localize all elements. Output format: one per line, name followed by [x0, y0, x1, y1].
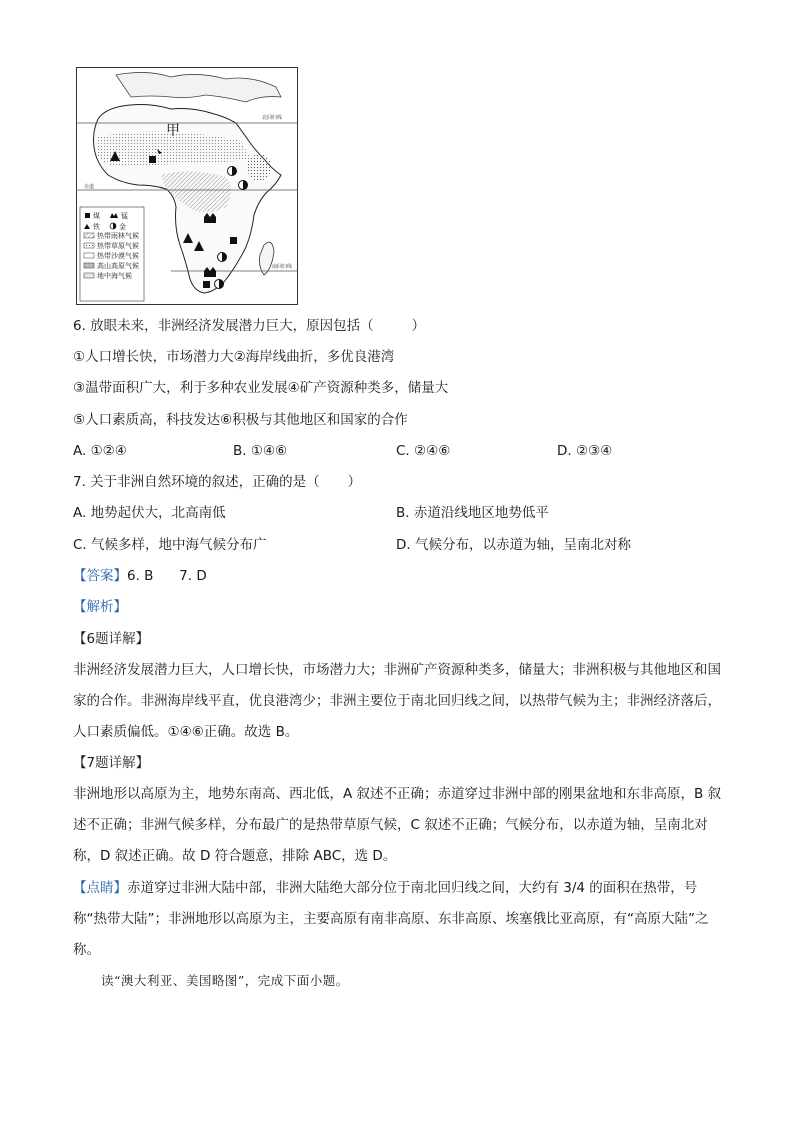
q6-option-c[interactable]: C. ②④⑥ [396, 443, 451, 459]
q6-statement-3: ⑤人口素质高，科技发达⑥积极与其他地区和国家的合作 [73, 412, 408, 428]
svg-text:热带沙漠气候: 热带沙漠气候 [97, 252, 139, 260]
south-tropic-label: 南回归线 [272, 264, 293, 270]
reading-instruction: 读“澳大利亚、美国略图”，完成下面小题。 [101, 973, 349, 988]
coal-symbol [149, 156, 156, 163]
region-jia-label: 甲 [166, 123, 180, 139]
detail-7-body: 非洲地形以高原为主，地势东南高、西北低，A 叙述不正确；赤道穿过非洲中部的刚果盆地和东非高原，B 叙述不正确；非洲气候多样，分布最广的是热带草原气候，C 叙述不正确；气候分布，以赤道为轴，呈南北对称，D 叙述正确。故 D 符合题意，排除 ABC，选 D。 [73, 786, 722, 864]
tip-paragraph [73, 873, 723, 966]
svg-text:热带草原气候: 热带草原气候 [97, 242, 139, 250]
svg-text:金: 金 [119, 223, 126, 231]
q7-option-c[interactable]: C. 气候多样，地中海气候分布广 [73, 537, 267, 553]
analysis-tag: 【解析】 [73, 599, 127, 615]
svg-text:热带雨林气候: 热带雨林气候 [97, 232, 139, 240]
answer-line [73, 566, 207, 586]
answer-tag: 【答案】 [73, 568, 127, 584]
svg-text:铁: 铁 [93, 223, 100, 231]
svg-text:煤: 煤 [93, 212, 100, 220]
q6-option-a[interactable]: A. ①②④ [73, 443, 127, 459]
q6-statement-2: ③温带面积广大，利于多种农业发展④矿产资源种类多，储量大 [73, 380, 449, 396]
detail-7-title: 【7题详解】 [73, 755, 150, 771]
detail-6-title: 【6题详解】 [73, 631, 150, 647]
tip-tag: 【点睛】 [73, 880, 127, 896]
q7-option-d[interactable]: D. 气候分布，以赤道为轴，呈南北对称 [396, 537, 631, 553]
q7-option-b[interactable]: B. 赤道沿线地区地势低平 [396, 505, 549, 521]
answer-text: 6. B 7. D [127, 568, 207, 584]
coal-symbol [203, 281, 210, 288]
svg-text:高山高原气候: 高山高原气候 [97, 262, 139, 270]
tip-body: 赤道穿过非洲大陆中部，非洲大陆绝大部分位于南北回归线之间，大约有 3/4 的面积在热带，号称“热带大陆”；非洲地形以高原为主，主要高原有南非高原、东非高原、埃塞俄比亚高原，有“高原大陆”之称。 [73, 880, 709, 958]
map-legend [80, 207, 144, 301]
coal-symbol [230, 237, 237, 244]
q7-stem: 7. 关于非洲自然环境的叙述，正确的是（ ） [73, 474, 362, 490]
svg-text:地中海气候: 地中海气候 [97, 272, 132, 280]
q7-option-a[interactable]: A. 地势起伏大，北高南低 [73, 505, 226, 521]
q6-option-d[interactable]: D. ②③④ [557, 443, 613, 459]
north-tropic-label: 北回归线 [262, 115, 283, 121]
detail-6-body: 非洲经济发展潜力巨大，人口增长快，市场潜力大；非洲矿产资源种类多，储量大；非洲积极与其他地区和国家的合作。非洲海岸线平直，优良港湾少；非洲主要位于南北回归线之间，以热带气候为主；非洲经济落后，人口素质偏低。①④⑥正确。故选 B。 [73, 662, 721, 740]
q6-option-b[interactable]: B. ①④⑥ [233, 443, 288, 459]
q6-statement-1: ①人口增长快，市场潜力大②海岸线曲折，多优良港湾 [73, 349, 395, 365]
q6-stem: 6. 放眼未来，非洲经济发展潜力巨大，原因包括（ ） [73, 318, 426, 334]
africa-map [76, 67, 298, 305]
equator-label: 赤道 [84, 184, 95, 190]
svg-text:锰: 锰 [121, 212, 128, 220]
